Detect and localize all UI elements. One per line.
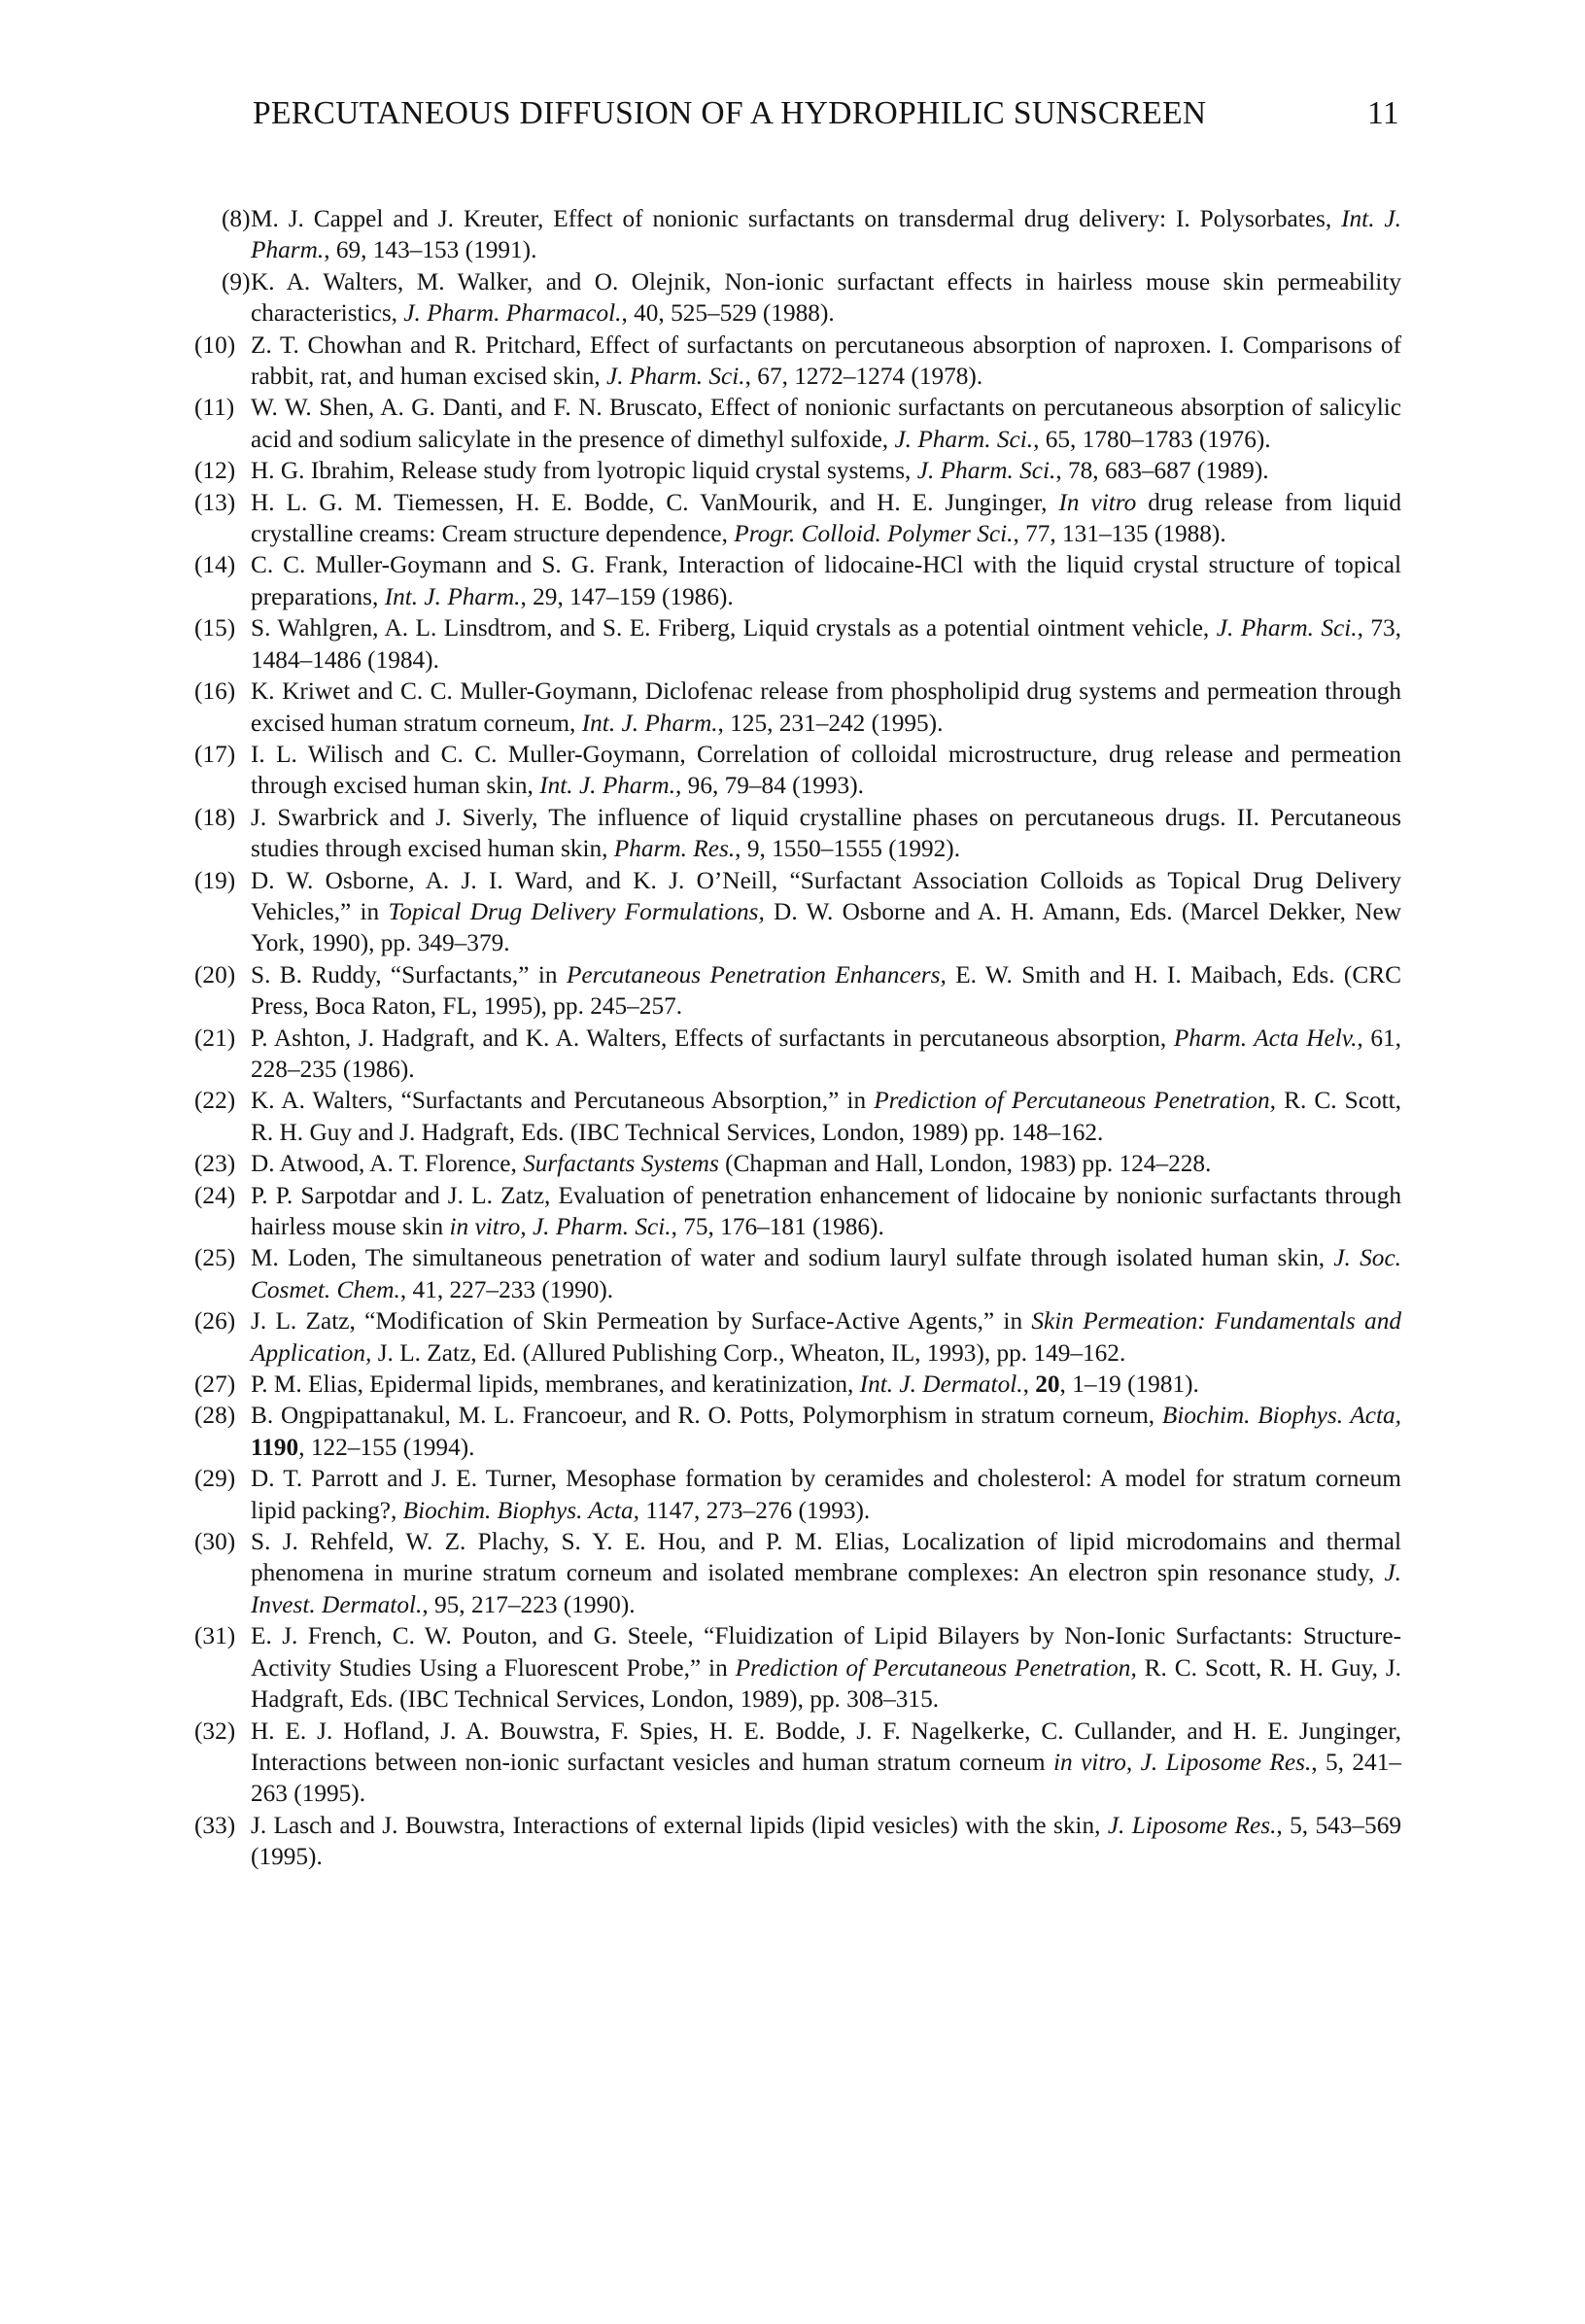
reference-number: (21) bbox=[194, 1023, 236, 1052]
reference-item bbox=[194, 1810, 1401, 1873]
reference-text: K. A. Walters, “Surfactants and Percutaneous Absorption,” in Prediction of Percutaneous Penetration, R. C. Scott, R. H. Guy and J. Hadgraft, Eds. (IBC Technical Services, London, 1989) pp. 148–162. bbox=[251, 1087, 1401, 1146]
reference-item bbox=[194, 1085, 1401, 1148]
reference-item bbox=[194, 739, 1401, 802]
reference-text: J. Lasch and J. Bouwstra, Interactions of external lipids (lipid vesicles) with the skin, J. Liposome Res., 5, 543–569 (1995). bbox=[251, 1811, 1402, 1871]
running-title: PERCUTANEOUS DIFFUSION OF A HYDROPHILIC SUNSCREEN bbox=[253, 95, 1207, 131]
reference-text: W. W. Shen, A. G. Danti, and F. N. Bruscato, Effect of nonionic surfactants on percutaneous absorption of salicylic acid and sodium salicylate in the presence of dimethyl sulfoxide, J. Pharm. Sci., 65, 1780–1783 (1976). bbox=[251, 394, 1401, 453]
reference-number: (17) bbox=[194, 740, 236, 768]
reference-item bbox=[194, 865, 1401, 959]
reference-item bbox=[194, 549, 1401, 612]
reference-item bbox=[194, 1242, 1401, 1305]
reference-number: (23) bbox=[194, 1150, 236, 1178]
reference-number: (10) bbox=[194, 330, 236, 359]
reference-text: M. J. Cappel and J. Kreuter, Effect of nonionic surfactants on transdermal drug delivery: I. Polysorbates, Int. J. Pharm., 69, 143–153 (1991). bbox=[251, 205, 1401, 264]
reference-text: S. B. Ruddy, “Surfactants,” in Percutaneous Penetration Enhancers, E. W. Smith and H. I. Maibach, Eds. (CRC Press, Boca Raton, FL, 1995), pp. 245–257. bbox=[251, 960, 1401, 1021]
reference-text: C. C. Muller-Goymann and S. G. Frank, Interaction of lidocaine-HCl with the liquid crystal structure of topical preparations, Int. J. Pharm., 29, 147–159 (1986). bbox=[251, 551, 1401, 610]
reference-number: (16) bbox=[194, 677, 236, 706]
reference-item bbox=[194, 959, 1401, 1023]
reference-text: J. L. Zatz, “Modification of Skin Permeation by Surface-Active Agents,” in Skin Permeation: Fundamentals and Application, J. L. Zatz, Ed. (Allured Publishing Corp., Wheaton, IL, 1993), pp. 149–162. bbox=[251, 1307, 1401, 1367]
reference-number: (33) bbox=[194, 1811, 236, 1839]
reference-number: (30) bbox=[194, 1528, 236, 1556]
reference-item bbox=[194, 1305, 1401, 1369]
reference-text: I. L. Wilisch and C. C. Muller-Goymann, Correlation of colloidal microstructure, drug release and permeation through excised human skin, Int. J. Pharm., 96, 79–84 (1993). bbox=[251, 740, 1401, 800]
reference-item bbox=[194, 676, 1401, 739]
reference-number: (28) bbox=[194, 1402, 236, 1430]
reference-item bbox=[194, 1023, 1401, 1086]
reference-number: (29) bbox=[194, 1465, 236, 1493]
reference-text: P. M. Elias, Epidermal lipids, membranes, and keratinization, Int. J. Dermatol., 20, 1–19 (1981). bbox=[251, 1370, 1199, 1399]
reference-item bbox=[194, 1620, 1401, 1715]
reference-text: D. T. Parrott and J. E. Turner, Mesophase formation by ceramides and cholesterol: A model for stratum corneum lipid packing?, Biochim. Biophys. Acta, 1147, 273–276 (1993). bbox=[251, 1465, 1401, 1524]
reference-number: (11) bbox=[194, 394, 235, 422]
reference-number: (24) bbox=[194, 1181, 236, 1209]
reference-item bbox=[194, 1180, 1401, 1243]
reference-text: K. A. Walters, M. Walker, and O. Olejnik, Non-ionic surfactant effects in hairless mouse skin permeability characteristics, J. Pharm. Pharmacol., 40, 525–529 (1988). bbox=[251, 267, 1401, 328]
reference-item bbox=[194, 266, 1401, 330]
running-head bbox=[253, 95, 1399, 132]
reference-item bbox=[194, 1526, 1401, 1620]
reference-text: S. Wahlgren, A. L. Linsdtrom, and S. E. Friberg, Liquid crystals as a potential ointment vehicle, J. Pharm. Sci., 73, 1484–1486 (1984). bbox=[251, 614, 1401, 674]
reference-number: (13) bbox=[194, 488, 236, 516]
reference-number: (9) bbox=[222, 267, 251, 295]
reference-number: (15) bbox=[194, 614, 236, 642]
reference-item bbox=[194, 1148, 1401, 1179]
reference-number: (32) bbox=[194, 1717, 236, 1745]
reference-item bbox=[194, 203, 1401, 266]
reference-item bbox=[194, 392, 1401, 455]
reference-number: (26) bbox=[194, 1307, 236, 1335]
reference-text: H. G. Ibrahim, Release study from lyotropic liquid crystal systems, J. Pharm. Sci., 78, 683–687 (1989). bbox=[251, 457, 1269, 485]
reference-text: H. L. G. M. Tiemessen, H. E. Bodde, C. VanMourik, and H. E. Junginger, In vitro drug release from liquid crystalline creams: Cream structure dependence, Progr. Colloid. Polymer Sci., 77, 131–135 (1988). bbox=[251, 488, 1401, 548]
reference-text: D. W. Osborne, A. J. I. Ward, and K. J. O’Neill, “Surfactant Association Colloids as Topical Drug Delivery Vehicles,” in Topical Drug Delivery Formulations, D. W. Osborne and A. H. Amann, Eds. (Marcel Dekker, New York, 1990), pp. 349–379. bbox=[251, 866, 1401, 957]
reference-text: E. J. French, C. W. Pouton, and G. Steele, “Fluidization of Lipid Bilayers by Non-Ionic Surfactants: Structure-Activity Studies Using a Fluorescent Probe,” in Prediction of Percutaneous Penetration, R. C. Scott, R. H. Guy, J. Hadgraft, Eds. (IBC Technical Services, London, 1989), pp. 308–315. bbox=[251, 1622, 1402, 1714]
reference-text: B. Ongpipattanakul, M. L. Francoeur, and R. O. Potts, Polymorphism in stratum corneum, Biochim. Biophys. Acta, 1190, 122–155 (1994). bbox=[251, 1402, 1401, 1461]
page-number: 11 bbox=[1367, 95, 1399, 131]
reference-item bbox=[194, 1463, 1401, 1526]
reference-number: (14) bbox=[194, 551, 236, 579]
reference-number: (20) bbox=[194, 960, 236, 989]
reference-item bbox=[194, 1716, 1401, 1810]
reference-number: (12) bbox=[194, 457, 236, 485]
reference-number: (19) bbox=[194, 866, 236, 894]
reference-text: P. Ashton, J. Hadgraft, and K. A. Walters, Effects of surfactants in percutaneous absorption, Pharm. Acta Helv., 61, 228–235 (1986). bbox=[251, 1023, 1401, 1083]
reference-item bbox=[194, 487, 1401, 550]
reference-number: (31) bbox=[194, 1622, 236, 1650]
reference-text: H. E. J. Hofland, J. A. Bouwstra, F. Spies, H. E. Bodde, J. F. Nagelkerke, C. Cullander, and H. E. Junginger, Interactions between non-ionic surfactant vesicles and human stratum corneum in vitro, J. Liposome Res., 5, 241–263 (1995). bbox=[251, 1717, 1401, 1808]
reference-number: (18) bbox=[194, 803, 236, 831]
reference-text: J. Swarbrick and J. Siverly, The influence of liquid crystalline phases on percutaneous drugs. II. Percutaneous studies through excised human skin, Pharm. Res., 9, 1550–1555 (1992). bbox=[251, 803, 1401, 863]
reference-item bbox=[194, 612, 1401, 676]
reference-text: D. Atwood, A. T. Florence, Surfactants Systems (Chapman and Hall, London, 1983) pp. 124–228. bbox=[251, 1150, 1212, 1178]
reference-number: (8) bbox=[222, 205, 251, 232]
reference-item bbox=[194, 455, 1401, 486]
reference-text: M. Loden, The simultaneous penetration of water and sodium lauryl sulfate through isolated human skin, J. Soc. Cosmet. Chem., 41, 227–233 (1990). bbox=[251, 1244, 1401, 1303]
reference-item bbox=[194, 1369, 1401, 1400]
reference-number: (25) bbox=[194, 1244, 236, 1272]
reference-number: (22) bbox=[194, 1087, 236, 1115]
reference-text: K. Kriwet and C. C. Muller-Goymann, Diclofenac release from phospholipid drug systems and permeation through excised human stratum corneum, Int. J. Pharm., 125, 231–242 (1995). bbox=[251, 677, 1401, 737]
reference-text: P. P. Sarpotdar and J. L. Zatz, Evaluation of penetration enhancement of lidocaine by nonionic surfactants through hairless mouse skin in vitro, J. Pharm. Sci., 75, 176–181 (1986). bbox=[251, 1181, 1401, 1240]
reference-text: S. J. Rehfeld, W. Z. Plachy, S. Y. E. Hou, and P. M. Elias, Localization of lipid microdomains and thermal phenomena in murine stratum corneum and isolated membrane complexes: An electron spin resonance study, J. Invest. Dermatol., 95, 217–223 (1990). bbox=[251, 1528, 1401, 1618]
reference-item bbox=[194, 330, 1401, 393]
reference-item bbox=[194, 1400, 1401, 1463]
reference-text: Z. T. Chowhan and R. Pritchard, Effect of surfactants on percutaneous absorption of naproxen. I. Comparisons of rabbit, rat, and human excised skin, J. Pharm. Sci., 67, 1272–1274 (1978). bbox=[251, 330, 1401, 391]
reference-item bbox=[194, 802, 1401, 865]
reference-list bbox=[194, 203, 1401, 1873]
reference-number: (27) bbox=[194, 1370, 236, 1399]
